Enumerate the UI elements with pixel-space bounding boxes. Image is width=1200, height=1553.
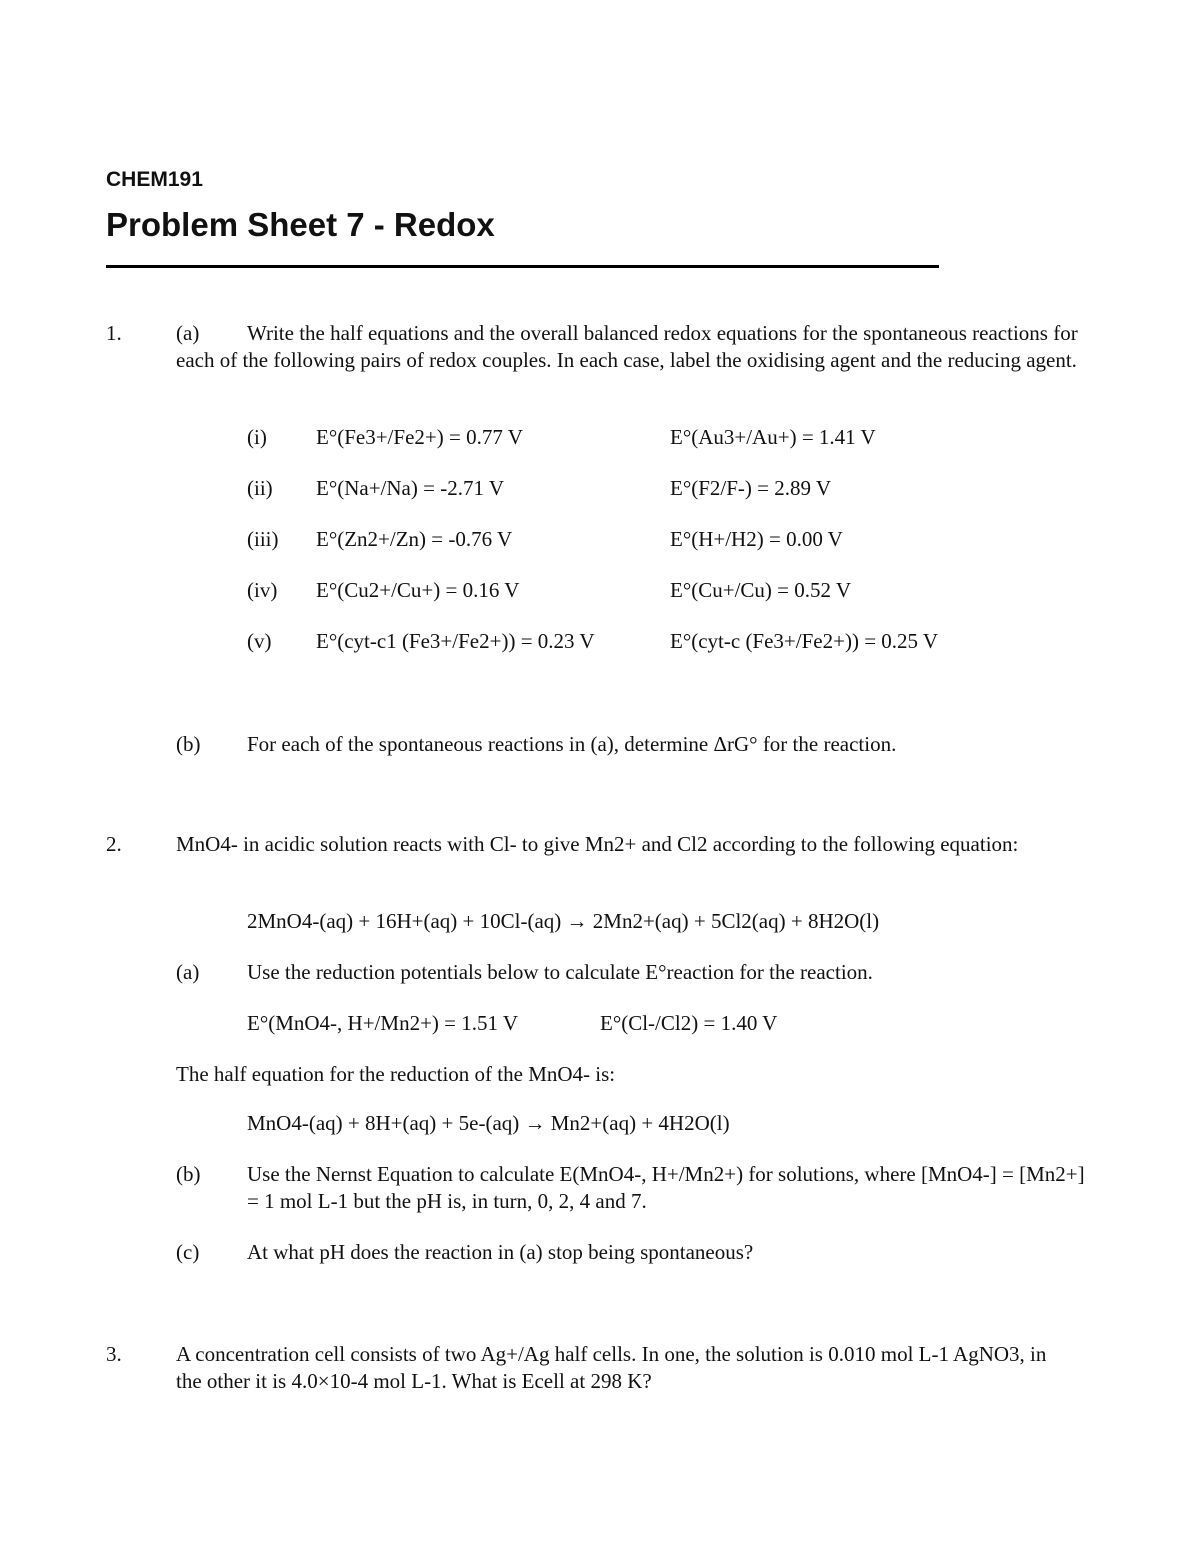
pair-left-potential: E°(Zn2+/Zn) = -0.76 V (316, 527, 513, 551)
pair-left-potential: E°(Fe3+/Fe2+) = 0.77 V (316, 425, 523, 449)
pair-label: (iv) (247, 578, 278, 602)
pair-label: (i) (247, 425, 267, 449)
q2-part-c-label: (c) (176, 1240, 200, 1264)
question-3-number: 3. (106, 1342, 122, 1366)
pair-left-potential: E°(Cu2+/Cu+) = 0.16 V (316, 578, 520, 602)
q1-part-b-label: (b) (176, 732, 201, 756)
pair-left-potential: E°(cyt-c1 (Fe3+/Fe2+)) = 0.23 V (316, 629, 595, 653)
q2-part-c-text: At what pH does the reaction in (a) stop being spontaneous? (247, 1240, 754, 1264)
q2-equation: 2MnO4-(aq) + 16H+(aq) + 10Cl-(aq) → 2Mn2+(aq) + 5Cl2(aq) + 8H2O(l) (247, 909, 880, 933)
pair-right-potential: E°(H+/H2) = 0.00 V (670, 527, 843, 551)
q2-part-b-label: (b) (176, 1162, 201, 1186)
q3-text: A concentration cell consists of two Ag+/Ag half cells. In one, the solution is 0.010 mol L-1 AgNO3, in the other it is 4.0×10-4 mol L-1. What is Ecell at 298 K? (176, 1342, 1047, 1393)
page-title: Problem Sheet 7 - Redox (106, 206, 495, 243)
title-divider (106, 265, 939, 268)
question-1-number: 1. (106, 321, 122, 345)
pair-label: (ii) (247, 476, 273, 500)
question-2-number: 2. (106, 832, 122, 856)
q2-potential-left: E°(MnO4-, H+/Mn2+) = 1.51 V (247, 1011, 519, 1035)
q2-intro: MnO4- in acidic solution reacts with Cl- to give Mn2+ and Cl2 according to the following equation: (176, 832, 1019, 856)
q2-part-a-text: Use the reduction potentials below to calculate E°reaction for the reaction. (247, 960, 873, 984)
pair-right-potential: E°(cyt-c (Fe3+/Fe2+)) = 0.25 V (670, 629, 939, 653)
course-code: CHEM191 (106, 168, 203, 191)
q1-part-b-text: For each of the spontaneous reactions in (a), determine ΔrG° for the reaction. (247, 732, 897, 756)
q1-part-a-text: Write the half equations and the overall balanced redox equations for the spontaneous reactions for each of the following pairs of redox couples. In each case, label the oxidising agent and the reducing agent. (176, 321, 1078, 372)
q2-half-equation-intro: The half equation for the reduction of the MnO4- is: (176, 1062, 616, 1086)
q2-part-a-label: (a) (176, 960, 200, 984)
pair-left-potential: E°(Na+/Na) = -2.71 V (316, 476, 504, 500)
q2-half-equation: MnO4-(aq) + 8H+(aq) + 5e-(aq) → Mn2+(aq) + 4H2O(l) (247, 1111, 730, 1135)
pair-right-potential: E°(Au3+/Au+) = 1.41 V (670, 425, 876, 449)
pair-right-potential: E°(F2/F-) = 2.89 V (670, 476, 832, 500)
pair-label: (iii) (247, 527, 279, 551)
q1-part-a-label: (a) (176, 321, 200, 345)
q2-potential-right: E°(Cl-/Cl2) = 1.40 V (600, 1011, 778, 1035)
q2-part-b-text: Use the Nernst Equation to calculate E(MnO4-, H+/Mn2+) for solutions, where [MnO4-] = [Mn2+] = 1 mol L-1 but the pH is, in turn, 0, 2, 4 and 7. (247, 1162, 1085, 1213)
pair-right-potential: E°(Cu+/Cu) = 0.52 V (670, 578, 852, 602)
pair-label: (v) (247, 629, 272, 653)
